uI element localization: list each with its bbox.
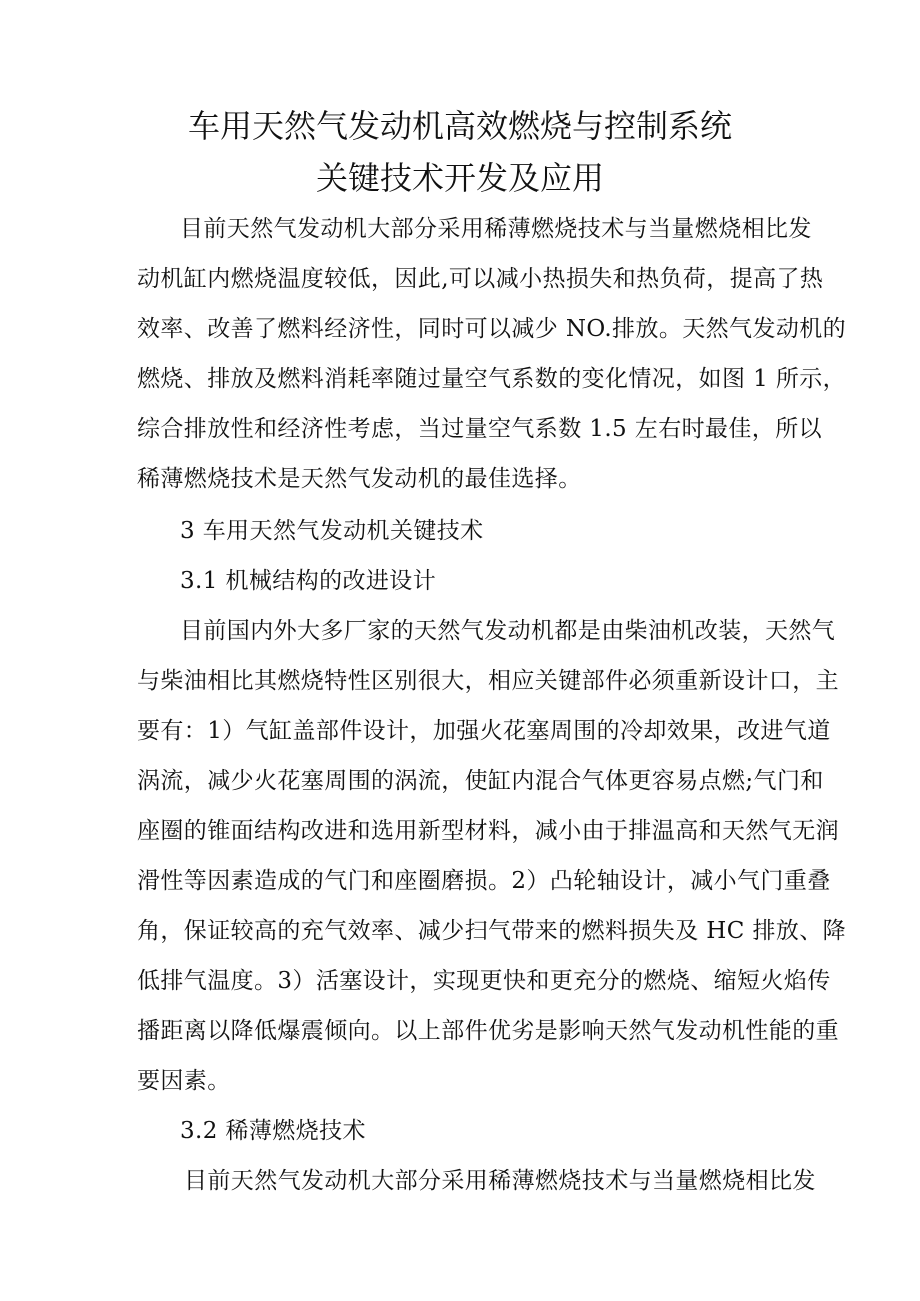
paragraph-2-line-1: 目前国内外大多厂家的天然气发动机都是由柴油机改装，天然气 bbox=[180, 618, 836, 644]
title-line-2: 关键技术开发及应用 bbox=[315, 159, 604, 197]
paragraph-1-line-5: 综合排放性和经济性考虑，当过量空气系数 1.5 左右时最佳，所以 bbox=[137, 416, 822, 442]
title-line-1: 车用天然气发动机高效燃烧与控制系统 bbox=[187, 107, 732, 145]
paragraph-2-line-10: 要因素。 bbox=[137, 1068, 231, 1094]
paragraph-2-line-2: 与柴油相比其燃烧特性区别很大，相应关键部件必须重新设计口，主 bbox=[137, 668, 839, 694]
paragraph-2-line-9: 播距离以降低爆震倾向。以上部件优劣是影响天然气发动机性能的重 bbox=[137, 1018, 839, 1044]
paragraph-1-line-2: 动机缸内燃烧温度较低，因此,可以减小热损失和热负荷，提高了热 bbox=[137, 266, 824, 292]
section-heading-3-1: 3.1 机械结构的改进设计 bbox=[180, 568, 437, 594]
paragraph-2-line-6: 滑性等因素造成的气门和座圈磨损。2）凸轮轴设计，减小气门重叠 bbox=[137, 868, 831, 894]
paragraph-1-line-3: 效率、改善了燃料经济性，同时可以减少 NO.排放。天然气发动机的 bbox=[137, 316, 847, 342]
paragraph-1-line-4: 燃烧、排放及燃料消耗率随过量空气系数的变化情况，如图 1 所示， bbox=[137, 366, 847, 392]
paragraph-2-line-4: 涡流，减少火花塞周围的涡流，使缸内混合气体更容易点燃;气门和 bbox=[137, 768, 824, 794]
paragraph-1-line-1: 目前天然气发动机大部分采用稀薄燃烧技术与当量燃烧相比发 bbox=[180, 216, 812, 242]
paragraph-2-line-3: 要有：1）气缸盖部件设计，加强火花塞周围的冷却效果，改进气道 bbox=[137, 718, 831, 744]
paragraph-2-line-5: 座圈的锥面结构改进和选用新型材料，减小由于排温高和天然气无润 bbox=[137, 818, 839, 844]
section-heading-3-2: 3.2 稀薄燃烧技术 bbox=[180, 1118, 366, 1144]
paragraph-1-line-6: 稀薄燃烧技术是天然气发动机的最佳选择。 bbox=[137, 466, 582, 492]
paragraph-2-line-7: 角，保证较高的充气效率、减少扫气带来的燃料损失及 HC 排放、降 bbox=[137, 918, 847, 944]
paragraph-3-line-1: 目前天然气发动机大部分采用稀薄燃烧技术与当量燃烧相比发 bbox=[184, 1168, 816, 1194]
paragraph-2-line-8: 低排气温度。3）活塞设计，实现更快和更充分的燃烧、缩短火焰传 bbox=[137, 968, 831, 994]
section-heading-3: 3 车用天然气发动机关键技术 bbox=[180, 518, 484, 544]
